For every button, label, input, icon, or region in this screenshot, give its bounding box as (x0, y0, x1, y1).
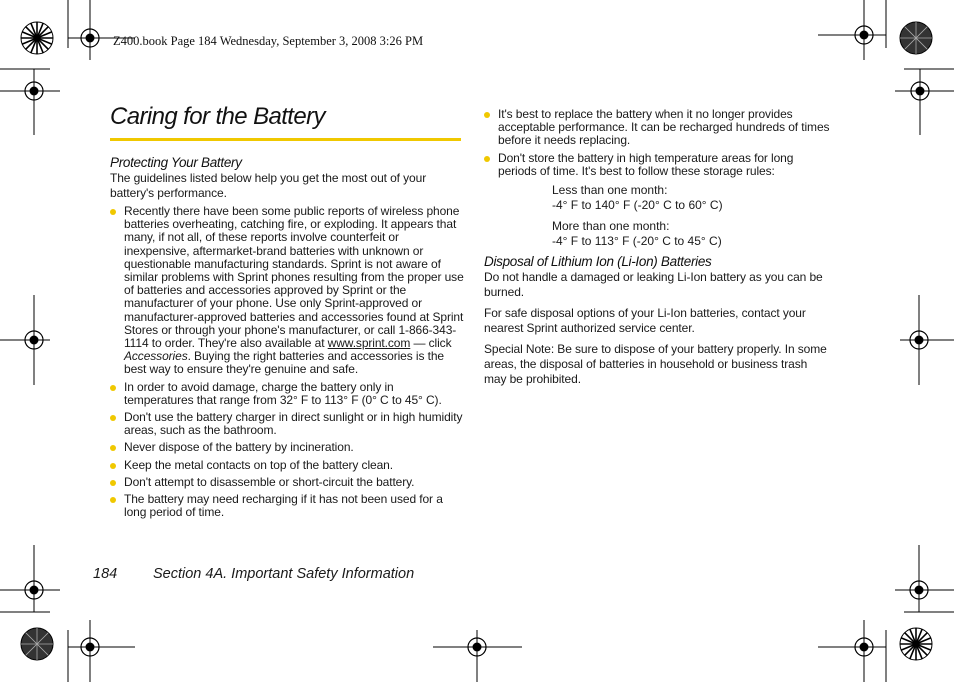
accessories-term: Accessories (124, 349, 188, 364)
bullet-dot (110, 480, 116, 486)
bullet-dot (110, 385, 116, 391)
storage-bullet-list (484, 108, 832, 178)
disposal-section (484, 254, 832, 387)
bullet-text: — click (410, 336, 452, 351)
list-item (110, 493, 465, 519)
print-header: Z400.book Page 184 Wednesday, September 3, 2008 3:26 PM (113, 34, 424, 48)
disposal-paragraph-3: Special Note: Be sure to dispose of your battery properly. In some areas, the disposal of batteries in household or business trash may be prohibited. (484, 342, 827, 386)
bullet-text: Don't use the battery charger in direct sunlight or in high humidity areas, such as the bathroom. (124, 410, 463, 438)
bullet-text: Don't store the battery in high temperature areas for long periods of time. It's best to follow these storage rules: (498, 150, 794, 178)
page-title: Caring for the Battery (110, 103, 325, 130)
bullet-dot (484, 112, 490, 118)
bullet-dot (110, 497, 116, 503)
bullet-text: Never dispose of the battery by incineration. (124, 440, 354, 455)
bullet-text: The battery may need recharging if it has not been used for a long period of time. (124, 492, 443, 520)
list-item (110, 476, 465, 489)
protecting-intro: The guidelines listed below help you get the most out of your battery's performance. (110, 171, 427, 200)
bullet-text: Recently there have been some public reports of wireless phone batteries overheating, catching fire, or exploding. It appears that many, if not all, of these reports involve counterfeit or inexpensive, aftermarket-brand batteries with unknown or questionable manufacturing standards. Sprint is not aware of similar problems with Sprint phones resulting from the proper use of batteries and accessories approved by Sprint or the manufacturer of your phone. Use only Sprint-approved or manufacturer-approved batteries and accessories found at Sprint Stores or through your phone's manufacturer, or call 1-866-343-1114 to order. They're also available at (124, 204, 464, 351)
title-underline (110, 138, 461, 141)
storage-rules (552, 183, 723, 249)
bullet-text: Don't attempt to disassemble or short-circuit the battery. (124, 474, 415, 489)
rule-short-value: -4° F to 140° F (-20° C to 60° C) (552, 198, 723, 212)
right-column (484, 108, 832, 180)
bullet-dot (110, 463, 116, 469)
list-item (110, 205, 465, 377)
protecting-bullet-list (110, 205, 465, 519)
section-heading-protecting: Protecting Your Battery (110, 155, 242, 170)
sprint-link[interactable]: www.sprint.com (327, 336, 411, 351)
section-heading-disposal: Disposal of Lithium Ion (Li-Ion) Batteries (484, 254, 712, 269)
rule-short-label: Less than one month: (552, 183, 668, 197)
rule-long-label: More than one month: (552, 219, 670, 233)
list-item (110, 411, 465, 437)
list-item (110, 459, 465, 472)
bullet-dot (110, 445, 116, 451)
disposal-paragraph-2: For safe disposal options of your Li-Ion batteries, contact your nearest Sprint authorized service center. (484, 306, 806, 335)
list-item (484, 108, 832, 148)
disposal-paragraph-1: Do not handle a damaged or leaking Li-Ion battery as you can be burned. (484, 270, 823, 299)
bullet-dot (484, 156, 490, 162)
bullet-dot (110, 415, 116, 421)
footer-section-title: Section 4A. Important Safety Information (153, 566, 415, 582)
bullet-text: Keep the metal contacts on top of the battery clean. (124, 457, 393, 472)
page-number: 184 (93, 566, 118, 582)
list-item (110, 441, 465, 454)
bullet-text: . Buying the right batteries and accessories is the best way to ensure they're genuine and safe. (124, 349, 444, 377)
list-item (484, 152, 832, 178)
left-column (110, 155, 465, 521)
bullet-dot (110, 209, 116, 215)
rule-long-value: -4° F to 113° F (-20° C to 45° C) (552, 234, 722, 248)
bullet-text: In order to avoid damage, charge the battery only in temperatures that range from 32° F to 113° F (0° C to 45° C). (124, 379, 442, 407)
list-item (110, 381, 465, 407)
bullet-text: It's best to replace the battery when it no longer provides acceptable performance. It can be recharged hundreds of times before it needs replacing. (498, 107, 830, 148)
